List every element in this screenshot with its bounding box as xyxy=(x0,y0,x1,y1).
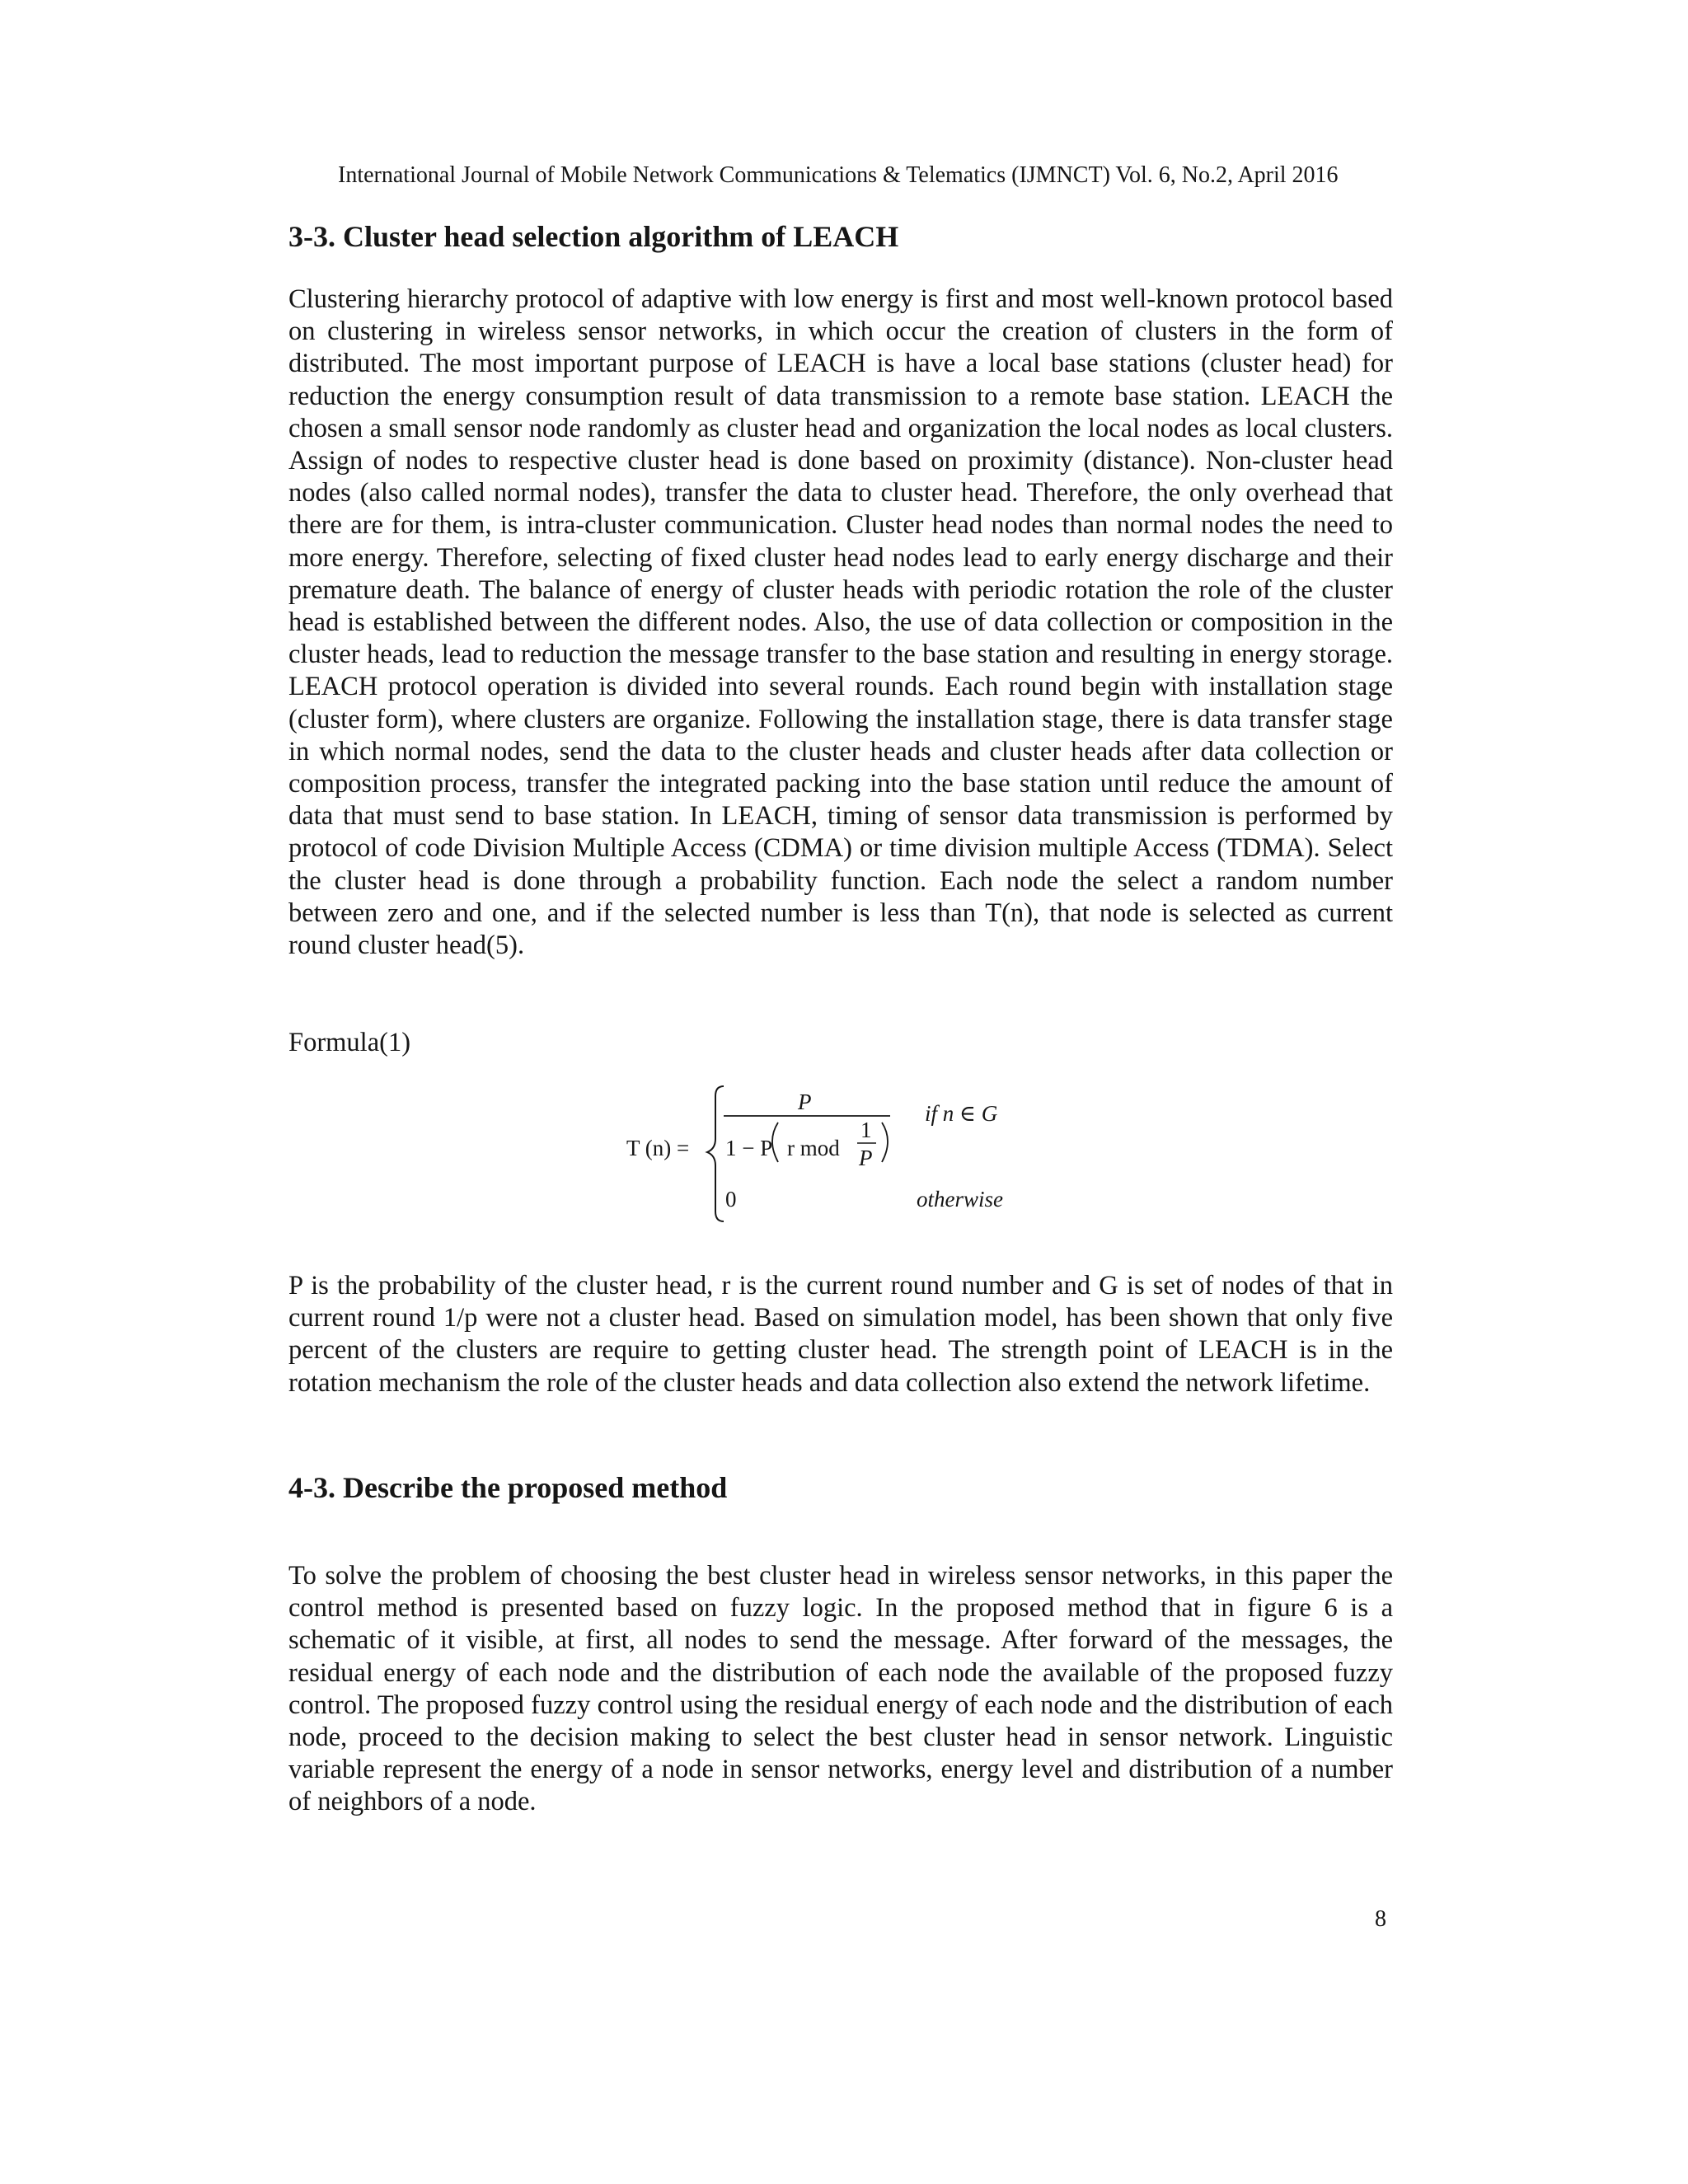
formula-label: Formula(1) xyxy=(288,1028,411,1057)
formula-denominator-mod: r mod xyxy=(787,1136,840,1160)
section-3-3-paragraph-2: P is the probability of the cluster head, r is the current round number and G is set of nodes of that in current round 1/p were not a cluster head. Based on simulation model, has been shown that only five percent of the clusters are require to getting cluster head. The strength point of LEACH is in the rotation mechanism the role of the cluster heads and data collection also extend the network lifetime. xyxy=(288,1271,1393,1398)
formula-inner-numerator: 1 xyxy=(860,1118,872,1142)
section-3-3-paragraph-1: Clustering hierarchy protocol of adaptive with low energy is first and most well-known protocol based on clustering in wireless sensor networks, in which occur the creation of clusters in the form of distributed. The most important purpose of LEACH is have a local base stations (cluster head) for reduction the energy consumption result of data transmission to a remote base station. LEACH the chosen a small sensor node randomly as cluster head and organization the local nodes as local clusters. Assign of nodes to respective cluster head is done based on proximity (distance). Non-cluster head nodes (also called normal nodes), transfer the data to cluster head. Therefore, the only overhead that there are for them, is intra-cluster communication. Cluster head nodes than normal nodes the need to more energy. Therefore, selecting of fixed cluster head nodes lead to early energy discharge and their premature death. The balance of energy of cluster heads with periodic rotation the role of the cluster head is established between the different nodes. Also, the use of data collection or composition in the cluster heads, lead to reduction the message transfer to the base station and resulting in energy storage. LEACH protocol operation is divided into several rounds. Each round begin with installation stage (cluster form), where clusters are organize. Following the installation stage, there is data transfer stage in which normal nodes, send the data to the cluster heads and cluster heads after data collection or composition process, transfer the integrated packing into the base station until reduce the amount of data that must send to base station. In LEACH, timing of sensor data transmission is performed by protocol of code Division Multiple Access (CDMA) or time division multiple Access (TDMA). Select the cluster head is done through a probability function. Each node the select a random number between zero and one, and if the selected number is less than T(n), that node is selected as current round cluster head(5). xyxy=(288,284,1393,961)
formula-denominator-prefix: 1 − P xyxy=(725,1136,773,1160)
formula-case-2-value: 0 xyxy=(725,1187,737,1212)
section-title-3-3: 3-3. Cluster head selection algorithm of LEACH xyxy=(288,220,899,253)
formula-t-of-n xyxy=(626,1080,1039,1224)
journal-header: International Journal of Mobile Network Communications & Telematics (IJMNCT) Vol. 6, No.2, April 2016 xyxy=(338,162,1339,188)
formula-condition-1: if n ∈ G xyxy=(925,1101,998,1126)
section-4-3-paragraph-1: To solve the problem of choosing the best cluster head in wireless sensor networks, in this paper the control method is presented based on fuzzy logic. In the proposed method that in figure 6 is a schematic of it visible, at first, all nodes to send the message. After forward of the messages, the residual energy of each node and the distribution of each node the available of the proposed fuzzy control. The proposed fuzzy control using the residual energy of each node and the distribution of each node, proceed to the decision making to select the best cluster head in sensor network. Linguistic variable represent the energy of a node in sensor networks, energy level and distribution of a number of neighbors of a node. xyxy=(288,1561,1393,1817)
formula-numerator: P xyxy=(798,1090,812,1114)
formula-lhs: T (n) = xyxy=(626,1136,690,1160)
section-title-4-3: 4-3. Describe the proposed method xyxy=(288,1471,728,1504)
formula-inner-denominator: P xyxy=(859,1146,873,1170)
page-number: 8 xyxy=(1375,1906,1386,1932)
formula-condition-2: otherwise xyxy=(917,1187,1003,1212)
